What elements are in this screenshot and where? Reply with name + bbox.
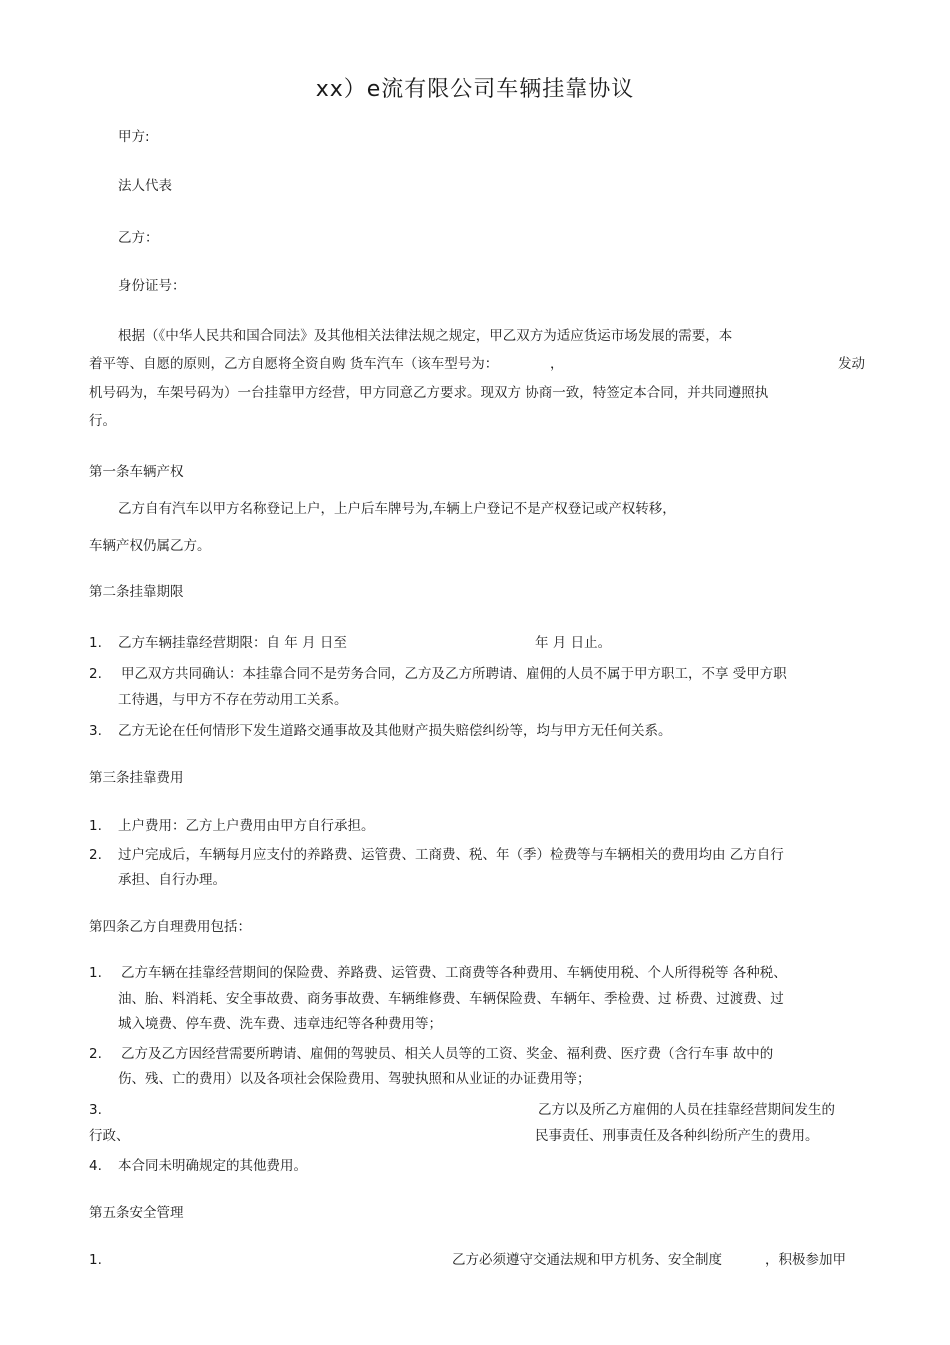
article-4-item-1-line-3: 城入境费、停车费、洗车费、违章违纪等各种费用等； <box>118 1016 442 1032</box>
article-4-item-2-number: 2. <box>89 1046 102 1062</box>
article-4-item-4-number: 4. <box>89 1158 102 1174</box>
article-4-item-1-number: 1. <box>89 965 102 981</box>
article-3-item-1-text: 上户费用：乙方上户费用由甲方自行承担。 <box>118 818 375 834</box>
article-4-item-3-number: 3. <box>89 1102 102 1118</box>
preamble-line-2a: 着平等、自愿的原则，乙方自愿将全资自购 货车汽车（该车型号为： <box>89 356 499 372</box>
article-2-item-1-text-a: 乙方车辆挂靠经营期限：自 年 月 日至 <box>118 635 347 651</box>
preamble-line-2b: ， <box>550 356 564 372</box>
id-number-label: 身份证号： <box>118 278 186 294</box>
article-1-line-1: 乙方自有汽车以甲方名称登记上户，上户后车牌号为,车辆上户登记不是产权登记或产权转移， <box>118 501 676 517</box>
article-2-item-1-number: 1. <box>89 635 102 651</box>
article-5-item-1-number: 1. <box>89 1252 102 1268</box>
article-2-item-2-number: 2. <box>89 666 102 682</box>
article-2-item-3-number: 3. <box>89 723 102 739</box>
article-5-item-1-text-b: ，积极参加甲 <box>765 1252 846 1268</box>
article-4-heading: 第四条乙方自理费用包括： <box>89 919 251 935</box>
article-2-item-2-line-2: 工待遇，与甲方不存在劳动用工关系。 <box>118 692 348 708</box>
article-3-item-2-line-1: 过户完成后，车辆每月应支付的养路费、运管费、工商费、税、年（季）检费等与车辆相关的费用均由 乙方自行 <box>118 847 784 863</box>
article-3-item-2-number: 2. <box>89 847 102 863</box>
preamble-line-1: 根据（《中华人民共和国合同法》及其他相关法律法规之规定，甲乙双方为适应货运市场发展的需要，本 <box>118 328 733 344</box>
document-title: xx）e流有限公司车辆挂靠协议 <box>315 77 635 102</box>
article-1-heading: 第一条车辆产权 <box>89 464 184 480</box>
article-3-heading: 第三条挂靠费用 <box>89 770 184 786</box>
article-4-item-3-right-line-1: 乙方以及所乙方雇佣的人员在挂靠经营期间发生的 <box>538 1102 835 1118</box>
article-5-heading: 第五条安全管理 <box>89 1205 184 1221</box>
article-2-item-1-text-b: 年 月 日止。 <box>535 635 612 651</box>
legal-rep-label: 法人代表 <box>118 178 172 194</box>
article-4-item-3-left-line-2: 行政、 <box>89 1128 130 1144</box>
preamble-line-2c: 发动 <box>838 356 865 372</box>
article-4-item-2-line-1: 乙方及乙方因经营需要所聘请、雇佣的驾驶员、相关人员等的工资、奖金、福利费、医疗费（含行车事 故中的 <box>121 1046 774 1062</box>
article-4-item-1-line-1: 乙方车辆在挂靠经营期间的保险费、养路费、运管费、工商费等各种费用、车辆使用税、个人所得税等 各种税、 <box>121 965 787 981</box>
article-2-item-3-text: 乙方无论在任何情形下发生道路交通事故及其他财产损失赔偿纠纷等，均与甲方无任何关系。 <box>118 723 672 739</box>
article-5-item-1-text-a: 乙方必须遵守交通法规和甲方机务、安全制度 <box>452 1252 722 1268</box>
article-4-item-3-right-line-2: 民事责任、刑事责任及各种纠纷所产生的费用。 <box>535 1128 819 1144</box>
article-3-item-2-line-2: 承担、自行办理。 <box>118 872 226 888</box>
article-2-heading: 第二条挂靠期限 <box>89 584 184 600</box>
article-4-item-4-text: 本合同未明确规定的其他费用。 <box>118 1158 307 1174</box>
article-2-item-2-line-1: 甲乙双方共同确认：本挂靠合同不是劳务合同，乙方及乙方所聘请、雇佣的人员不属于甲方职工，不享 受甲方职 <box>121 666 787 682</box>
article-4-item-1-line-2: 油、胎、料消耗、安全事故费、商务事故费、车辆维修费、车辆保险费、车辆年、季检费、过 桥费、过渡费、过 <box>118 991 784 1007</box>
article-4-item-2-line-2: 伤、残、亡的费用）以及各项社会保险费用、驾驶执照和从业证的办证费用等； <box>118 1071 591 1087</box>
preamble-line-3: 机号码为，车架号码为）一台挂靠甲方经营，甲方同意乙方要求。现双方 协商一致，特签定本合同，并共同遵照执 <box>89 385 769 401</box>
article-3-item-1-number: 1. <box>89 818 102 834</box>
party-a-label: 甲方: <box>118 129 150 145</box>
party-b-label: 乙方： <box>118 230 159 246</box>
article-1-line-2: 车辆产权仍属乙方。 <box>89 538 211 554</box>
preamble-line-4: 行。 <box>89 413 116 429</box>
